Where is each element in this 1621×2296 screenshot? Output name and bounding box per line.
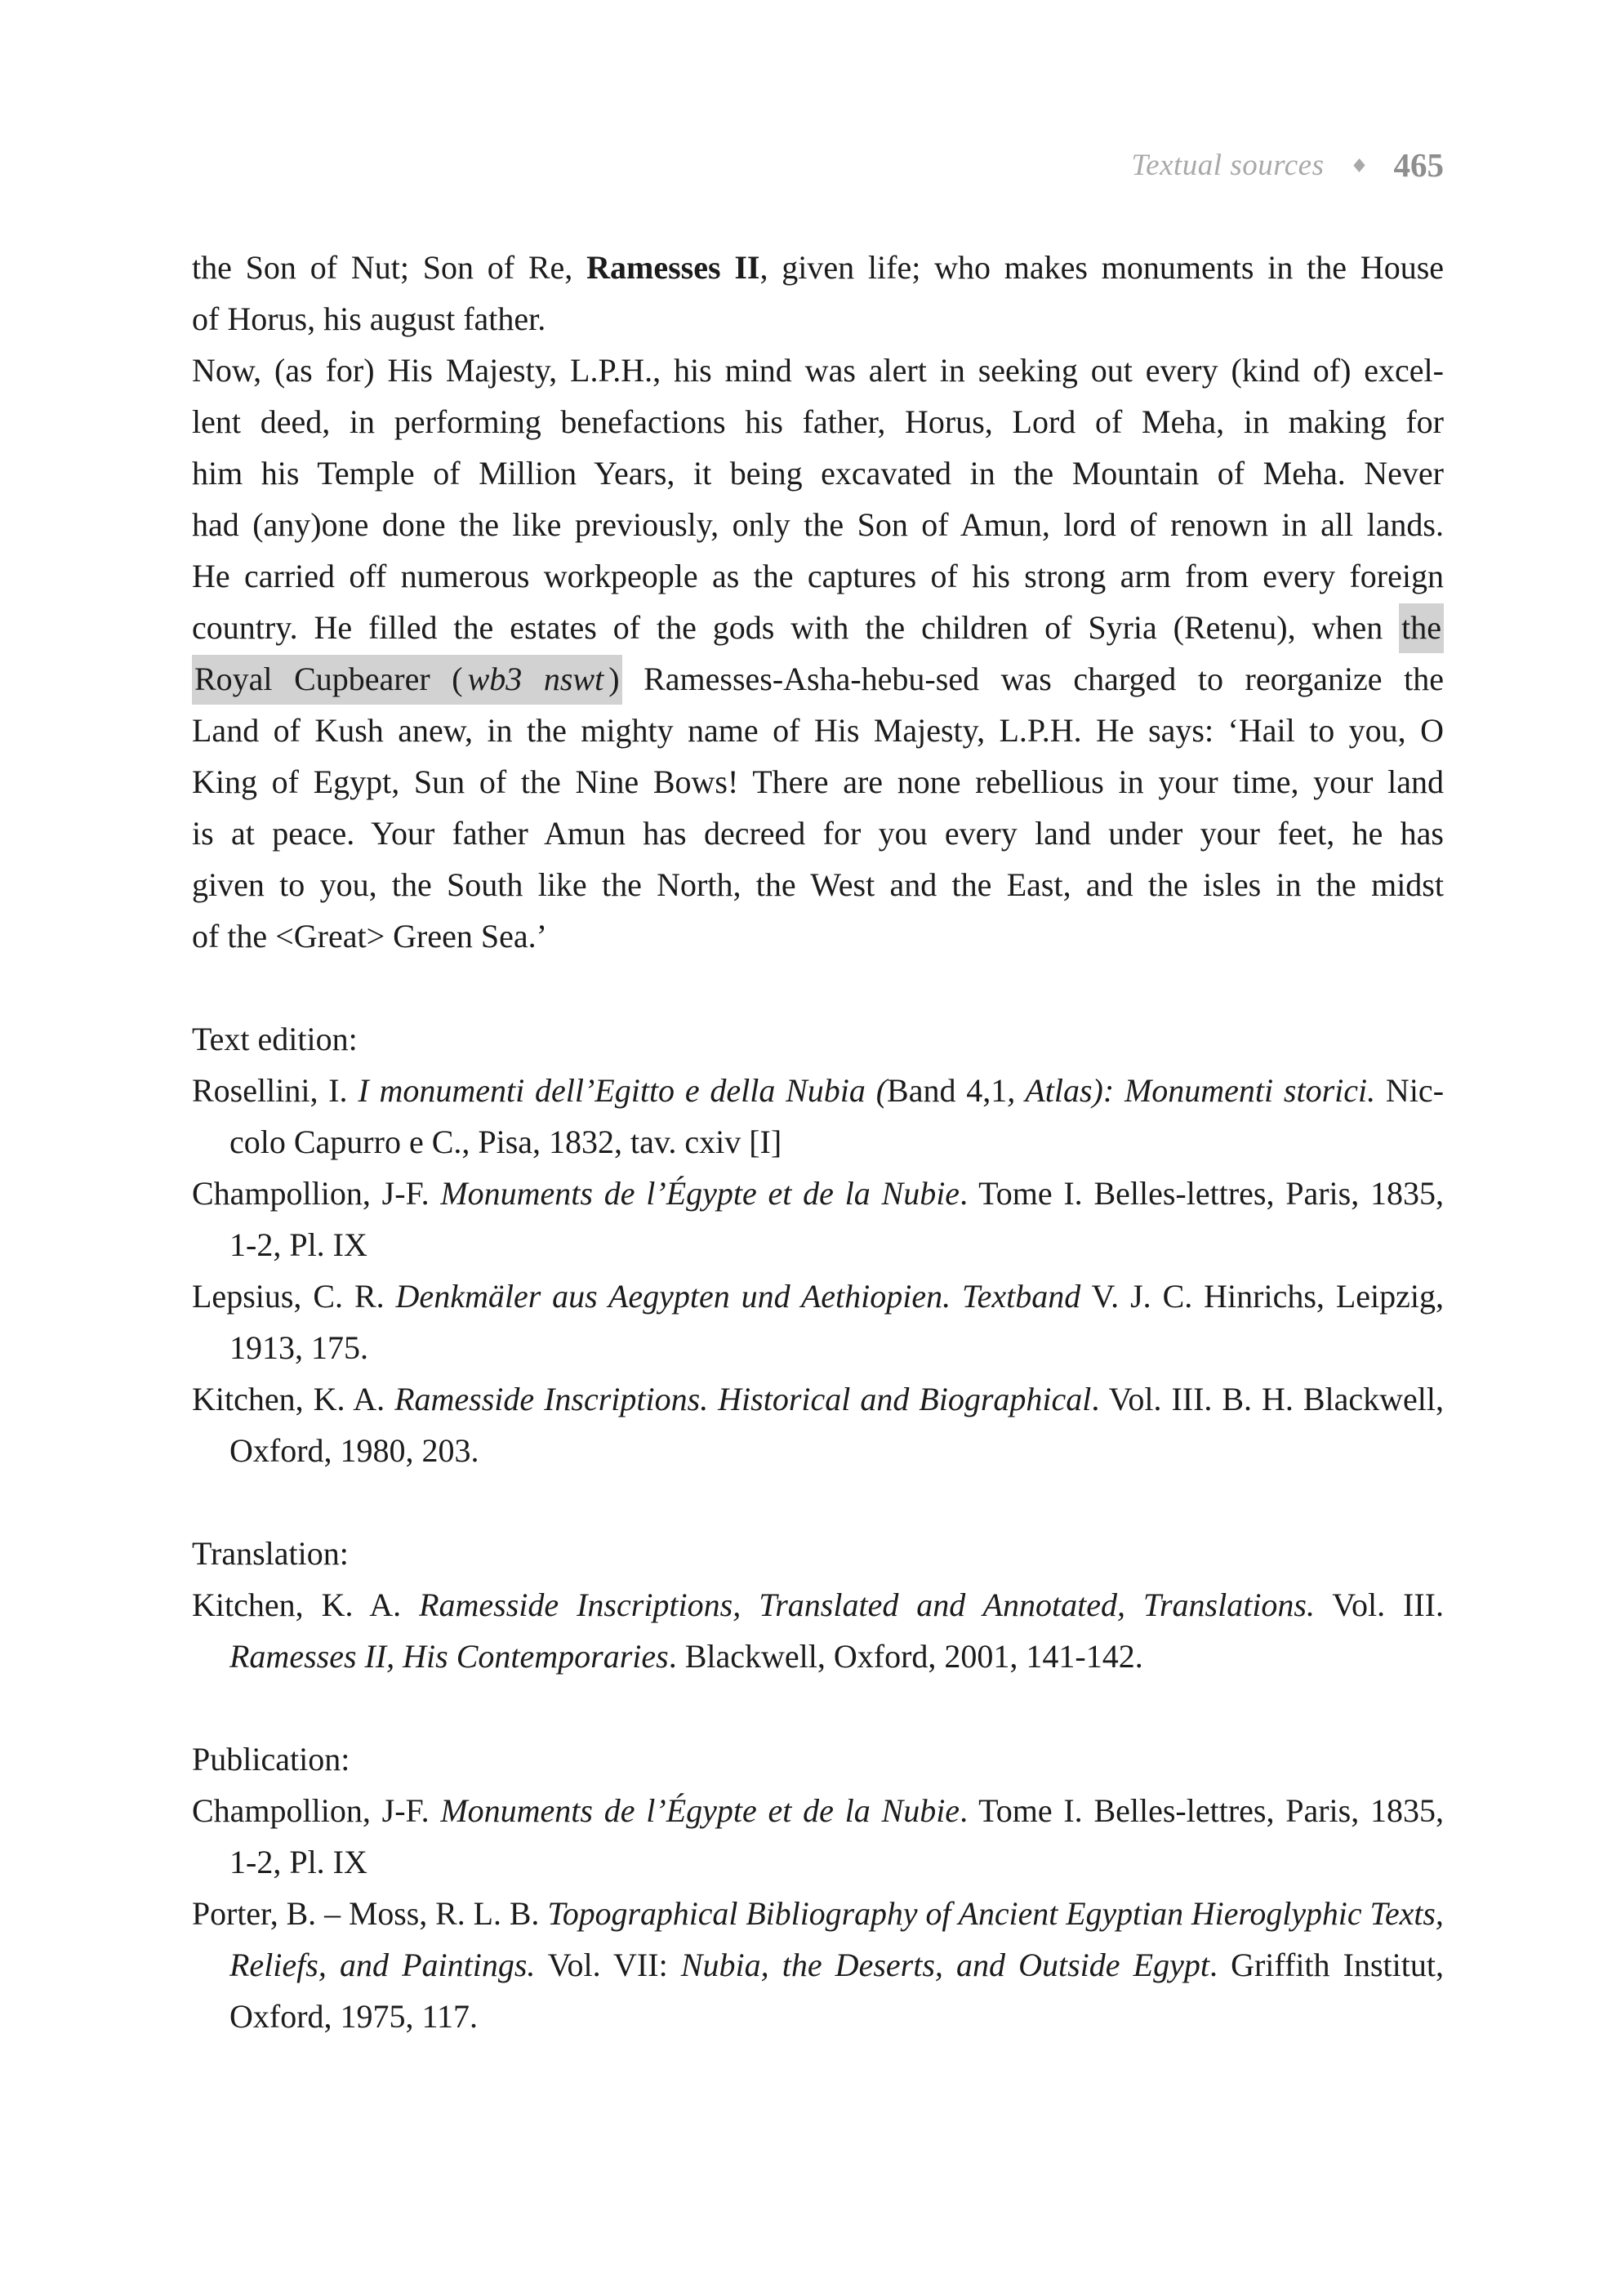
text-segment: is at peace. Your father Amun has decreed for you every land under your feet, he has <box>192 815 1444 852</box>
text-line <box>192 1065 1444 1116</box>
text-line <box>192 653 1444 705</box>
text-line <box>192 1579 1444 1631</box>
text-line <box>192 396 1444 447</box>
text-line <box>229 1116 1444 1168</box>
highlighted-text: ) <box>606 655 621 705</box>
text-segment: Lepsius, C. R. <box>192 1278 396 1315</box>
text-segment: . Tome I. Belles-lettres, Paris, 1835, <box>960 1175 1444 1212</box>
text-segment: Text edition: <box>192 1021 358 1057</box>
text-segment: lent deed, in performing benefactions his father, Horus, Lord of Meha, in making for <box>192 403 1444 440</box>
text-line <box>229 1836 1444 1888</box>
highlighted-text: wb3 nswt <box>465 655 607 705</box>
text-segment: Nic- <box>1375 1072 1445 1109</box>
highlighted-text: Royal Cupbearer ( <box>192 655 465 705</box>
text-segment: Champollion, J-F. <box>192 1175 441 1212</box>
page-number: 465 <box>1393 146 1444 184</box>
text-segment: colo Capurro e C., Pisa, 1832, tav. cxiv [I] <box>229 1124 782 1160</box>
text-segment: the Son of Nut; Son of Re, <box>192 249 587 286</box>
text-segment: 1913, 175. <box>229 1329 368 1366</box>
text-segment: Publication: <box>192 1741 350 1778</box>
text-segment: . Vol. III. B. H. Blackwell, <box>1091 1381 1445 1417</box>
text-segment: , given life; who makes monuments in the House <box>759 249 1445 286</box>
text-segment: Vol. III. <box>1315 1586 1445 1623</box>
text-segment: . Griffith Institut, <box>1209 1947 1444 1983</box>
running-header-section-title: Textual sources <box>1131 148 1325 182</box>
text-segment: Oxford, 1975, 117. <box>229 1998 479 2035</box>
text-segment: Topographical Bibliography of Ancient Egyptian Hieroglyphic Texts, <box>547 1895 1444 1932</box>
text-line <box>192 550 1444 602</box>
section-label <box>192 1733 1444 1785</box>
text-segment: Ramesses II, His Contemporaries <box>229 1638 669 1675</box>
block-spacer <box>192 1476 1444 1528</box>
text-line <box>192 499 1444 550</box>
text-line <box>192 1270 1444 1322</box>
text-segment: Monuments de l’Égypte et de la Nubie <box>440 1792 960 1829</box>
text-line <box>192 447 1444 499</box>
text-segment: Monuments de l’Égypte et de la Nubie <box>440 1175 960 1212</box>
text-line <box>192 293 1444 345</box>
text-line <box>229 1939 1444 1991</box>
text-line <box>192 859 1444 910</box>
text-line <box>229 1322 1444 1373</box>
text-segment: Nubia, the Deserts, and Outside Egypt <box>680 1947 1209 1983</box>
text-line <box>229 1219 1444 1270</box>
text-line <box>192 808 1444 859</box>
text-segment: had (any)one done the like previously, only the Son of Amun, lord of renown in all lands. <box>192 506 1444 543</box>
text-segment: King of Egypt, Sun of the Nine Bows! There are none rebellious in your time, your land <box>192 763 1444 800</box>
text-line <box>229 1425 1444 1476</box>
text-segment: . Blackwell, Oxford, 2001, 141-142. <box>668 1638 1143 1675</box>
text-segment: Now, (as for) His Majesty, L.P.H., his mind was alert in seeking out every (kind of) excel- <box>192 352 1444 389</box>
text-segment: Porter, B. – Moss, R. L. B. <box>192 1895 548 1932</box>
text-line <box>192 345 1444 396</box>
diamond-bullet-icon <box>1353 158 1365 172</box>
text-line <box>192 1168 1444 1219</box>
text-segment: Oxford, 1980, 203. <box>229 1432 479 1469</box>
text-segment: He carried off numerous workpeople as the captures of his strong arm from every foreign <box>192 558 1444 594</box>
page-text-body <box>192 242 1444 2042</box>
text-segment: of Horus, his august father. <box>192 300 546 337</box>
text-segment: Denkmäler aus Aegypten und Aethiopien. Textband <box>395 1278 1081 1315</box>
text-segment: Ramesside Inscriptions. Historical and Biographical <box>394 1381 1092 1417</box>
text-segment: of the <Great> Green Sea.’ <box>192 918 547 954</box>
text-segment: Reliefs, and Paintings. <box>229 1947 536 1983</box>
text-segment: Translation: <box>192 1535 349 1572</box>
text-line <box>192 1373 1444 1425</box>
text-segment: Champollion, J-F. <box>192 1792 441 1829</box>
text-line <box>192 1888 1444 1939</box>
section-label <box>192 1528 1444 1579</box>
text-line <box>192 910 1444 962</box>
text-segment: I monumenti dell’Egitto e della Nubia ( <box>358 1072 888 1109</box>
text-line <box>229 1991 1444 2042</box>
text-segment: Rosellini, I. <box>192 1072 358 1109</box>
text-line <box>192 242 1444 293</box>
text-segment: , Atlas): Monumenti storici. <box>1007 1072 1376 1109</box>
text-segment: Ramesses II <box>586 249 760 286</box>
text-segment: Kitchen, K. A. <box>192 1586 420 1623</box>
text-segment: country. He filled the estates of the gods with the children of Syria (Retenu), when <box>192 609 1400 646</box>
block-spacer <box>192 962 1444 1013</box>
text-segment: 1-2, Pl. IX <box>229 1226 367 1263</box>
text-segment: Ramesside Inscriptions, Translated and Annotated, Translations. <box>419 1586 1315 1623</box>
text-segment: Kitchen, K. A. <box>192 1381 395 1417</box>
text-line <box>192 756 1444 808</box>
section-label <box>192 1013 1444 1065</box>
text-line <box>192 705 1444 756</box>
text-segment: Ramesses-Asha-hebu-sed was charged to reorganize the <box>621 661 1444 697</box>
highlighted-text: the <box>1399 603 1444 653</box>
text-segment: Land of Kush anew, in the mighty name of His Majesty, L.P.H. He says: ‘Hail to you, O <box>192 712 1444 749</box>
block-spacer <box>192 1682 1444 1733</box>
text-segment: given to you, the South like the North, the West and the East, and the isles in the midst <box>192 866 1444 903</box>
text-segment: V. J. C. Hinrichs, Leipzig, <box>1080 1278 1444 1315</box>
text-segment: him his Temple of Million Years, it being excavated in the Mountain of Meha. Never <box>192 455 1444 492</box>
text-segment: . Tome I. Belles-lettres, Paris, 1835, <box>960 1792 1444 1829</box>
text-segment: Vol. VII: <box>535 1947 681 1983</box>
text-segment: 1-2, Pl. IX <box>229 1844 367 1880</box>
text-segment: Band 4,1 <box>887 1072 1008 1109</box>
running-header <box>192 145 1444 185</box>
text-line <box>192 1785 1444 1836</box>
text-line <box>192 602 1444 653</box>
text-line <box>229 1631 1444 1682</box>
